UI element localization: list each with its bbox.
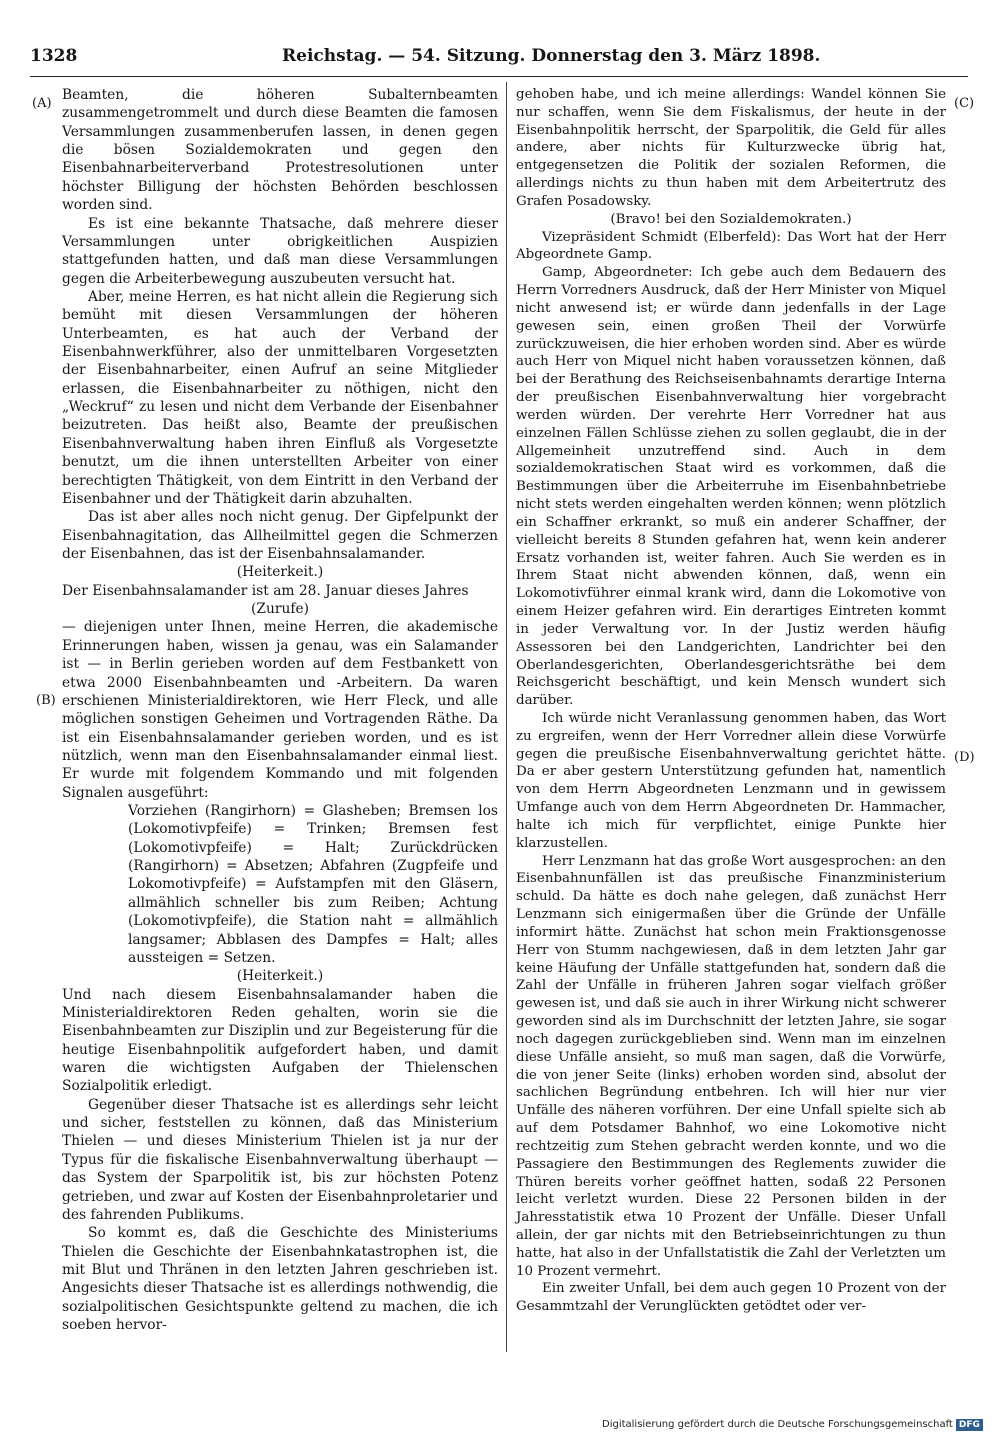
quoted-signals: Vorziehen (Rangirhorn) = Glasheben; Bremsen los (Lokomotivpfeife) = Trinken; Bremsen fest (Lokomotivpfeife) = Halt; Zurückdrücken (Rangirhorn) = Absetzen; Abfahren (Zugpfeife und Lokomotivpfeife) = Aufstampfen mit den Gläsern, allmählich schneller bis zum Reiben; Achtung (Lokomotivpfeife), die Station naht = allmählich langsamer; Abblasen des Dampfes = Halt; alles aussteigen = Setzen. [128,803,498,966]
right-column [516,86,946,1316]
paragraph: Und nach diesem Eisenbahnsalamander haben die Ministerialdirektoren Reden gehalten, worin sie die Eisenbahnbeamten zur Disziplin und zur Begeisterung für die heutige Eisenbahnpolitik aufgefordert haben, und damit waren die wichtigsten Aufgaben der Thielenschen Sozialpolitik erledigt. [62,986,498,1095]
paragraph: Vizepräsident Schmidt (Elberfeld): Das Wort hat der Herr Abgeordnete Gamp. [516,229,946,263]
paragraph: Gegenüber dieser Thatsache ist es allerdings sehr leicht und sicher, feststellen zu können, daß das Ministerium Thielen — und dieses Ministerium Thielen ist ja nur der Typus für die fiskalische Eisenbahnverwaltung überhaupt — das System der Sparpolitik ist, bis zur höchsten Potenz getrieben, und zwar auf Kosten der Eisenbahnproletarier und des fahrenden Publikums. [62,1096,498,1223]
interjection: (Heiterkeit.) [236,968,324,985]
margin-label-b: (B) [36,693,56,708]
column-divider [506,82,507,1352]
paragraph: Der Eisenbahnsalamander ist am 28. Januar dieses Jahres [62,582,469,599]
paragraph: Es ist eine bekannte Thatsache, daß mehrere dieser Versammlungen unter obrigkeitlichen Auspizien stattgefunden hatten, und daß man diese Versammlungen gegen die Arbeiterbewegung auszubeuten versucht hat. [62,215,498,287]
paragraph: gehoben habe, und ich meine allerdings: Wandel können Sie nur schaffen, wenn Sie dem Fiskalismus, der heute in der Eisenbahnpolitik herrscht, der Sparpolitik, die Geld für alles andere, aber nichts für Kulturzwecke übrig hat, entgegensetzen die Politik der sozialen Reformen, die allerdings nichts zu thun haben mit dem Arbeitertrutz des Grafen Posadowsky. [516,87,946,209]
page-title: Reichstag. — 54. Sitzung. Donnerstag den 3. März 1898. [282,46,821,66]
interjection: (Bravo! bei den Sozialdemokraten.) [610,211,852,227]
paragraph: Gamp, Abgeordneter: Ich gebe auch dem Bedauern des Herrn Vorredners Ausdruck, daß der Herr Minister von Miquel nicht anwesend ist; er würde dann jedenfalls in der Lage gewesen sein, einen großen Theil der Vorwürfe zurückzuweisen, die hier erhoben worden sind. Aber es würde auch Herr von Miquel nicht haben voraussetzen können, daß bei der Berathung des Reichseisenbahnamts derartige Interna der preußischen Eisenbahnverwaltung hier vorgebracht werden würden. Der verehrte Herr Vorredner hat aus einzelnen Fällen Schlüsse ziehen zu sollen geglaubt, die in der Allgemeinheit unzutreffend sind. Auch in dem sozialdemokratischen Staat wird es vorkommen, daß die Bestimmungen über die Arbeiterruhe im Eisenbahnbetriebe nicht stets werden eingehalten werden können; wenn plötzlich ein Schaffner erkrankt, so muß ein anderer Schaffner, der vielleicht bereits 8 Stunden gefahren hat, wenn kein anderer Ersatz vorhanden ist, weiter fahren. Auch Sie werden es in Ihrem Staat nicht abwenden können, daß, wenn ein Lokomotivführer einmal krank wird, dann die Lokomotive von einem Heizer gefahren wird. Ein derartiges Eintreten kommt in jeder Verwaltung vor. In der Justiz werden häufig Assessoren bei den Landgerichten, Landrichter bei den Oberlandesgerichten, Oberlandesgerichtsräthe bei dem Reichsgericht beschäftigt, und kein Mensch wundert sich darüber. [516,265,946,709]
dfg-logo: DFG [956,1419,983,1431]
paragraph: Ein zweiter Unfall, bei dem auch gegen 10 Prozent von der Gesammtzahl der Verunglückten getödtet oder ver- [516,1281,946,1315]
paragraph: Aber, meine Herren, es hat nicht allein die Regierung sich bemüht mit diesen Versammlungen der höheren Unterbeamten, es hat auch der Verband der Eisenbahnwerkführer, also der unmittelbaren Vorgesetzten der Eisenbahnarbeiter, einen Aufruf an seine Mitglieder erlassen, die Eisenbahnarbeiter zu nöthigen, nicht den „Weckruf“ zu lesen und nicht dem Verbande der Eisenbahner beizutreten. Das heißt also, Beamte der preußischen Eisenbahnverwaltung haben ihren Einfluß als Vorgesetzte benutzt, um die ihnen unterstellten Arbeiter von einer berechtigten Thätigkeit, von dem Eintritt in den Verband der Eisenbahner und der Thätigkeit darin abzuhalten. [62,288,498,507]
funding-note: Digitalisierung gefördert durch die Deutsche Forschungsgemeinschaft [602,1419,953,1430]
footer [602,1419,983,1431]
left-column [62,86,498,1334]
paragraph: Das ist aber alles noch nicht genug. Der Gipfelpunkt der Eisenbahnagitation, das Allheilmittel gegen die Schmerzen der Eisenbahnen, das ist der Eisenbahnsalamander. [62,509,498,562]
margin-label-c: (C) [954,96,975,111]
interjection: (Heiterkeit.) [236,564,324,581]
paragraph: Ich würde nicht Veranlassung genommen haben, das Wort zu ergreifen, wenn der Herr Vorredner allein diese Vorwürfe gegen die preußische Eisenbahnverwaltung gerichtet hätte. Da er aber gestern Unterstützung gefunden hat, namentlich von dem Herrn Abgeordneten Lenzmann und in gewissem Umfange auch von dem Herrn Abgeordneten Dr. Hammacher, halte ich mich für verpflichtet, einige Punkte hier klarzustellen. [516,710,946,851]
page-number: 1328 [30,46,78,66]
header-rule [30,76,968,77]
page-header [30,46,968,72]
interjection: (Zurufe) [251,601,309,618]
paragraph: Beamten, die höheren Subalternbeamten zusammengetrommelt und durch diese Beamten die famosen Versammlungen zusammenberufen lassen, in denen gegen die bösen Sozialdemokraten und gegen den Eisenbahnarbeiterverband Protestresolutionen unter höchster Billigung der höchsten Behörden beschlossen worden sind. [62,87,498,214]
paragraph: So kommt es, daß die Geschichte des Ministeriums Thielen die Geschichte der Eisenbahnkatastrophen ist, die mit Blut und Thränen in den letzten Jahren geschrieben ist. Angesichts dieser Thatsache ist es allerdings nothwendig, die sozialpolitischen Gesichtspunkte geltend zu machen, die ich soeben hervor- [62,1225,498,1334]
paragraph: Herr Lenzmann hat das große Wort ausgesprochen: an den Eisenbahnunfällen ist das preußische Finanzministerium schuld. Da hätte es doch nahe gelegen, daß zunächst Herr Lenzmann sich einigermaßen über die Gründe der Unfälle informirt hätte. Zunächst hat schon mein Fraktionsgenosse Herr von Stumm nachgewiesen, daß in dem letzten Jahr gar keine Häufung der Unfälle stattgefunden hat, sondern daß die Zahl der Unfälle in früheren Jahren sogar vielfach größer gewesen ist, und daß sie auch in ihrer Wirkung nicht schwerer geworden sind als im Durchschnitt der letzten Jahre, sie sogar noch dagegen zurückgeblieben sind. Wenn man im einzelnen diese Unfälle ansieht, so muß man sagen, daß die Vorwürfe, die von jener Seite (links) erhoben worden sind, absolut der sachlichen Begründung entbehren. Ich will hier nur vier Unfälle des näheren vorführen. Der eine Unfall spielte sich ab auf dem Potsdamer Bahnhof, wo eine Lokomotive nicht rechtzeitig zum Stehen gebracht werden konnte, und wo die Passagiere den Bestimmungen des Reglements zuwider die Thüren bereits vorher geöffnet hatten, sodaß 22 Personen leicht verletzt wurden. Diese 22 Personen bilden in der Jahresstatistik etwa 10 Prozent der Unfälle. Dieser Unfall allein, der gar nichts mit den Betriebseinrichtungen zu thun hatte, hat also in der Unfallstatistik die Zahl der Verletzten um 10 Prozent vermehrt. [516,853,946,1279]
paragraph: — diejenigen unter Ihnen, meine Herren, die akademische Erinnerungen haben, wissen ja genau, was ein Salamander ist — in Berlin gerieben worden auf dem Festbankett von etwa 2000 Eisenbahnbeamten und -Arbeitern. Da waren erschienen Ministerialdirektoren, wie Herr Fleck, und alle möglichen sonstigen Geheimen und Vortragenden Räthe. Da ist ein Eisenbahnsalamander gerieben worden, und es ist nützlich, wenn man den Eisenbahnsalamander einmal liest. Er wurde mit folgendem Kommando und mit folgenden Signalen ausgeführt: [62,619,498,801]
margin-label-a: (A) [32,96,52,111]
margin-label-d: (D) [954,750,975,765]
